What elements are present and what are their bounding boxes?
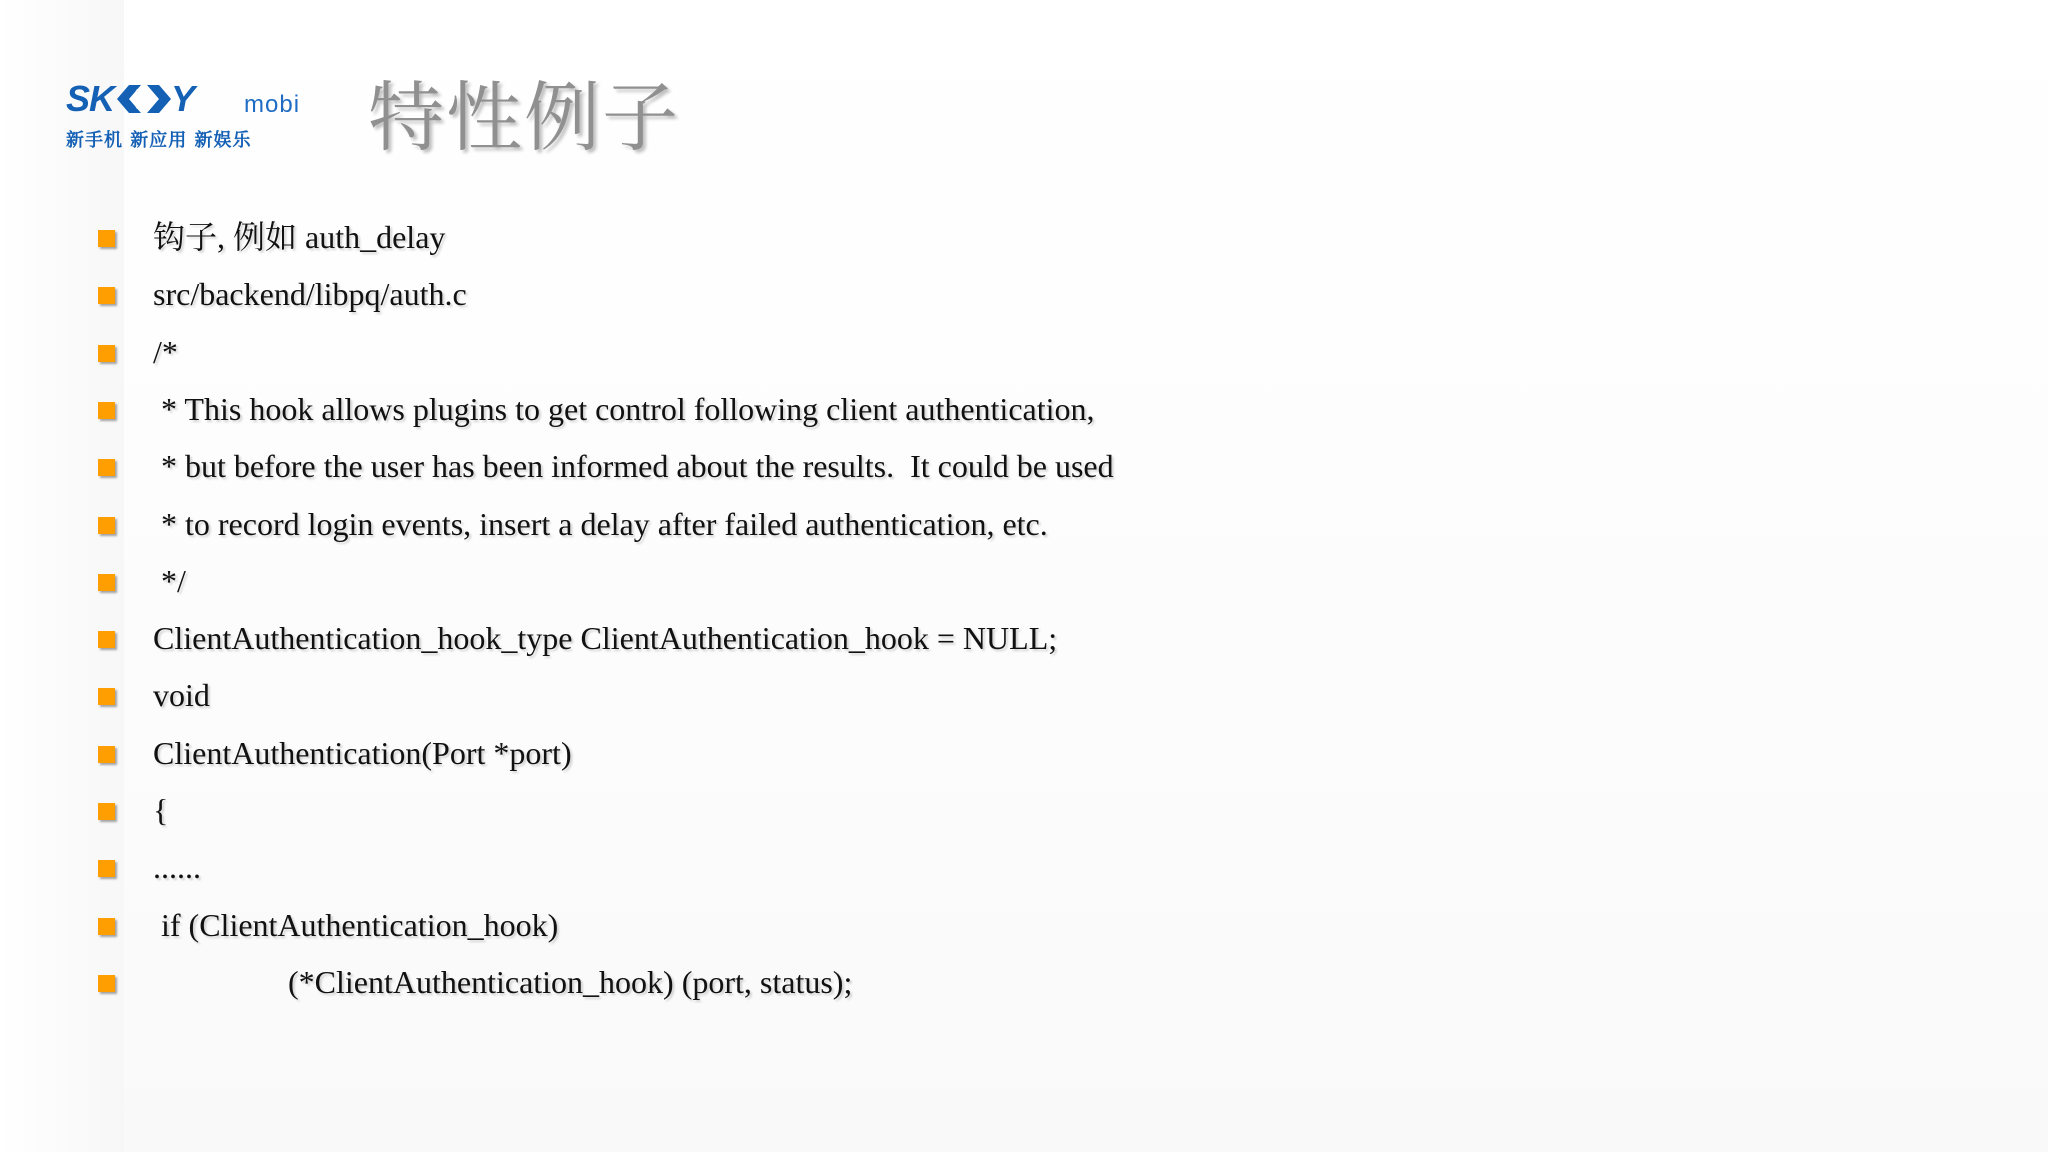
orange-square-bullet-icon	[98, 345, 115, 362]
orange-square-bullet-icon	[98, 230, 115, 247]
orange-square-bullet-icon	[98, 517, 115, 534]
bullet-item	[0, 271, 1400, 317]
bullet-item	[0, 501, 1400, 547]
bullet-item	[0, 615, 1400, 661]
bullet-item	[0, 959, 1400, 1005]
bullet-item	[0, 730, 1400, 776]
bullet-item	[0, 386, 1400, 432]
logo-suffix: mobi	[244, 91, 301, 118]
orange-square-bullet-icon	[98, 688, 115, 705]
logo-brand-left: SK	[66, 78, 115, 119]
bullet-item	[0, 214, 1400, 260]
bullet-text: if (ClientAuthentication_hook)	[153, 907, 559, 943]
logo-brand-right: Y	[171, 78, 196, 119]
orange-square-bullet-icon	[98, 631, 115, 648]
orange-square-bullet-icon	[98, 803, 115, 820]
company-logo	[66, 80, 326, 160]
bullet-item	[0, 902, 1400, 948]
orange-square-bullet-icon	[98, 402, 115, 419]
slide-title: 特性例子	[368, 73, 680, 162]
bullet-text: void	[153, 677, 210, 713]
orange-square-bullet-icon	[98, 975, 115, 992]
logo-wordmark	[66, 80, 195, 118]
bullet-text: ......	[153, 849, 201, 885]
bullet-text: */	[153, 563, 186, 599]
orange-square-bullet-icon	[98, 574, 115, 591]
bullet-text: * This hook allows plugins to get control following client authentication,	[153, 391, 1095, 427]
orange-square-bullet-icon	[98, 860, 115, 877]
bullet-text: src/backend/libpq/auth.c	[153, 276, 467, 312]
bullet-item	[0, 844, 1400, 890]
bullet-text: ClientAuthentication_hook_type ClientAuthentication_hook = NULL;	[153, 620, 1058, 656]
bullet-item	[0, 672, 1400, 718]
orange-square-bullet-icon	[98, 459, 115, 476]
bullet-item	[0, 329, 1400, 375]
double-chevron-icon	[115, 83, 173, 115]
bullet-text: {	[153, 792, 169, 828]
bullet-item	[0, 443, 1400, 489]
bullet-text: * but before the user has been informed about the results. It could be used	[153, 448, 1114, 484]
orange-square-bullet-icon	[98, 746, 115, 763]
logo-tagline: 新手机 新应用 新娱乐	[66, 130, 252, 151]
bullet-item	[0, 558, 1400, 604]
orange-square-bullet-icon	[98, 287, 115, 304]
bullet-text: 钩子, 例如 auth_delay	[153, 219, 446, 255]
bullet-text: ClientAuthentication(Port *port)	[153, 735, 572, 771]
orange-square-bullet-icon	[98, 918, 115, 935]
bullet-text: /*	[153, 334, 178, 370]
bullet-text: (*ClientAuthentication_hook) (port, status);	[288, 964, 853, 1000]
bullet-text: * to record login events, insert a delay after failed authentication, etc.	[153, 506, 1048, 542]
bullet-item	[0, 787, 1400, 833]
